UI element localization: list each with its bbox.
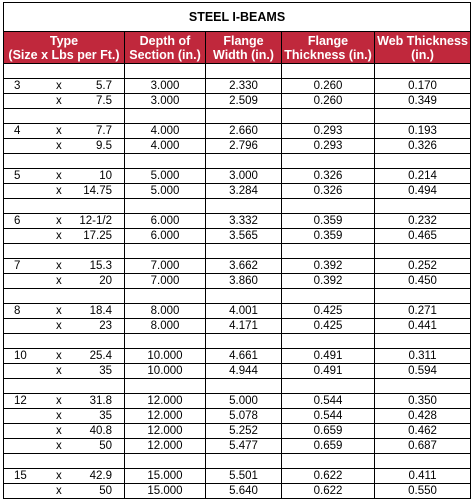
table-row xyxy=(4,304,471,319)
flange-width-cell: 4.944 xyxy=(206,364,282,379)
lbs-per-ft: 5.7 xyxy=(96,80,112,92)
times-symbol: x xyxy=(56,230,62,242)
type-cell xyxy=(4,349,125,364)
header-flange-thickness-line2: Thickness (in.) xyxy=(284,47,372,62)
lbs-per-ft: 7.7 xyxy=(96,125,112,137)
flange-thickness-cell: 0.425 xyxy=(282,319,375,334)
web-thickness-cell: 0.349 xyxy=(375,94,471,109)
web-thickness-cell: 0.170 xyxy=(375,79,471,94)
beam-size: 8 xyxy=(14,305,21,317)
web-thickness-cell: 0.193 xyxy=(375,124,471,139)
flange-width-cell: 4.661 xyxy=(206,349,282,364)
lbs-per-ft: 23 xyxy=(99,320,112,332)
spacer-cell xyxy=(282,454,375,469)
type-cell xyxy=(4,319,125,334)
flange-thickness-cell: 0.260 xyxy=(282,94,375,109)
beam-size: 10 xyxy=(14,350,27,362)
beam-size: 7 xyxy=(14,260,21,272)
type-cell xyxy=(4,169,125,184)
spacer-cell xyxy=(375,154,471,169)
web-thickness-cell: 0.428 xyxy=(375,409,471,424)
header-depth-line2: Section (in.) xyxy=(129,47,201,62)
times-symbol: x xyxy=(56,185,62,197)
table-row xyxy=(4,439,471,454)
flange-thickness-cell: 0.491 xyxy=(282,364,375,379)
type-cell xyxy=(4,364,125,379)
flange-width-cell: 3.332 xyxy=(206,214,282,229)
lbs-per-ft: 50 xyxy=(99,440,112,452)
type-cell xyxy=(4,259,125,274)
type-cell xyxy=(4,229,125,244)
web-thickness-cell: 0.687 xyxy=(375,439,471,454)
flange-thickness-cell: 0.326 xyxy=(282,184,375,199)
table-body xyxy=(4,3,471,499)
flange-thickness-cell: 0.425 xyxy=(282,304,375,319)
depth-cell: 5.000 xyxy=(125,169,206,184)
spacer-cell xyxy=(375,289,471,304)
flange-thickness-cell: 0.659 xyxy=(282,439,375,454)
spacer-cell xyxy=(282,244,375,259)
web-thickness-cell: 0.594 xyxy=(375,364,471,379)
header-web-thickness-line1: Web Thickness xyxy=(377,33,468,48)
header-flange-width-line1: Flange xyxy=(223,33,264,48)
type-cell xyxy=(4,469,125,484)
spacer-cell xyxy=(125,154,206,169)
header-flange-width xyxy=(206,32,282,64)
depth-cell: 3.000 xyxy=(125,79,206,94)
spacer-cell xyxy=(125,454,206,469)
flange-width-cell: 5.640 xyxy=(206,484,282,499)
depth-cell: 6.000 xyxy=(125,214,206,229)
flange-width-cell: 5.477 xyxy=(206,439,282,454)
table-row xyxy=(4,319,471,334)
header-flange-thickness xyxy=(282,32,375,64)
depth-cell: 4.000 xyxy=(125,139,206,154)
flange-thickness-cell: 0.392 xyxy=(282,259,375,274)
spacer-cell xyxy=(4,64,125,79)
spacer-cell xyxy=(4,154,125,169)
spacer-cell xyxy=(4,334,125,349)
spacer-row xyxy=(4,454,471,469)
type-cell xyxy=(4,274,125,289)
flange-width-cell: 3.662 xyxy=(206,259,282,274)
web-thickness-cell: 0.550 xyxy=(375,484,471,499)
depth-cell: 10.000 xyxy=(125,349,206,364)
table-row xyxy=(4,349,471,364)
flange-width-cell: 5.501 xyxy=(206,469,282,484)
times-symbol: x xyxy=(56,320,62,332)
header-web-thickness-line2: (in.) xyxy=(411,47,434,62)
lbs-per-ft: 15.3 xyxy=(89,260,112,272)
type-cell xyxy=(4,439,125,454)
title-row xyxy=(4,3,471,32)
spacer-cell xyxy=(206,64,282,79)
web-thickness-cell: 0.411 xyxy=(375,469,471,484)
spacer-cell xyxy=(206,289,282,304)
lbs-per-ft: 50 xyxy=(99,485,112,497)
table-row xyxy=(4,469,471,484)
beam-size: 5 xyxy=(14,170,21,182)
header-type-line2: (Size x Lbs per Ft.) xyxy=(8,47,120,62)
times-symbol: x xyxy=(56,350,62,362)
table-row xyxy=(4,424,471,439)
spacer-cell xyxy=(206,454,282,469)
spacer-cell xyxy=(375,64,471,79)
flange-thickness-cell: 0.544 xyxy=(282,409,375,424)
spacer-cell xyxy=(125,244,206,259)
spacer-cell xyxy=(4,454,125,469)
web-thickness-cell: 0.326 xyxy=(375,139,471,154)
beam-size: 12 xyxy=(14,395,27,407)
header-row xyxy=(4,32,471,64)
spacer-row xyxy=(4,109,471,124)
type-cell xyxy=(4,484,125,499)
flange-thickness-cell: 0.293 xyxy=(282,124,375,139)
spacer-cell xyxy=(206,199,282,214)
spacer-cell xyxy=(282,64,375,79)
spacer-row xyxy=(4,334,471,349)
flange-thickness-cell: 0.293 xyxy=(282,139,375,154)
flange-thickness-cell: 0.392 xyxy=(282,274,375,289)
flange-width-cell: 3.565 xyxy=(206,229,282,244)
lbs-per-ft: 31.8 xyxy=(89,395,112,407)
beam-size: 6 xyxy=(14,215,21,227)
times-symbol: x xyxy=(56,305,62,317)
depth-cell: 8.000 xyxy=(125,319,206,334)
lbs-per-ft: 9.5 xyxy=(96,140,112,152)
type-cell xyxy=(4,394,125,409)
times-symbol: x xyxy=(56,140,62,152)
flange-thickness-cell: 0.260 xyxy=(282,79,375,94)
beam-size: 4 xyxy=(14,125,21,137)
type-cell xyxy=(4,409,125,424)
lbs-per-ft: 35 xyxy=(99,410,112,422)
flange-thickness-cell: 0.326 xyxy=(282,169,375,184)
spacer-cell xyxy=(4,289,125,304)
lbs-per-ft: 20 xyxy=(99,275,112,287)
header-type-line1: Type xyxy=(49,33,79,48)
table-row xyxy=(4,274,471,289)
spacer-cell xyxy=(4,109,125,124)
flange-width-cell: 4.001 xyxy=(206,304,282,319)
spacer-cell xyxy=(282,154,375,169)
spacer-row xyxy=(4,64,471,79)
spacer-cell xyxy=(375,109,471,124)
web-thickness-cell: 0.271 xyxy=(375,304,471,319)
spacer-cell xyxy=(375,244,471,259)
times-symbol: x xyxy=(56,470,62,482)
table-row xyxy=(4,229,471,244)
spacer-row xyxy=(4,199,471,214)
type-cell xyxy=(4,184,125,199)
depth-cell: 12.000 xyxy=(125,439,206,454)
header-flange-width-line2: Width (in.) xyxy=(213,47,274,62)
flange-thickness-cell: 0.359 xyxy=(282,214,375,229)
spacer-cell xyxy=(125,64,206,79)
depth-cell: 12.000 xyxy=(125,409,206,424)
table-title: STEEL I-BEAMS xyxy=(4,3,471,32)
times-symbol: x xyxy=(56,410,62,422)
flange-width-cell: 2.796 xyxy=(206,139,282,154)
depth-cell: 12.000 xyxy=(125,394,206,409)
spacer-row xyxy=(4,289,471,304)
type-cell xyxy=(4,139,125,154)
depth-cell: 4.000 xyxy=(125,124,206,139)
times-symbol: x xyxy=(56,275,62,287)
flange-thickness-cell: 0.659 xyxy=(282,424,375,439)
type-cell xyxy=(4,94,125,109)
flange-width-cell: 5.252 xyxy=(206,424,282,439)
flange-width-cell: 3.284 xyxy=(206,184,282,199)
depth-cell: 7.000 xyxy=(125,259,206,274)
flange-width-cell: 5.000 xyxy=(206,394,282,409)
spacer-cell xyxy=(125,379,206,394)
web-thickness-cell: 0.462 xyxy=(375,424,471,439)
table-row xyxy=(4,409,471,424)
lbs-per-ft: 35 xyxy=(99,365,112,377)
flange-width-cell: 3.000 xyxy=(206,169,282,184)
spacer-cell xyxy=(282,199,375,214)
depth-cell: 3.000 xyxy=(125,94,206,109)
type-cell xyxy=(4,214,125,229)
web-thickness-cell: 0.441 xyxy=(375,319,471,334)
web-thickness-cell: 0.252 xyxy=(375,259,471,274)
web-thickness-cell: 0.311 xyxy=(375,349,471,364)
web-thickness-cell: 0.450 xyxy=(375,274,471,289)
times-symbol: x xyxy=(56,485,62,497)
flange-thickness-cell: 0.491 xyxy=(282,349,375,364)
times-symbol: x xyxy=(56,80,62,92)
depth-cell: 12.000 xyxy=(125,424,206,439)
times-symbol: x xyxy=(56,95,62,107)
spacer-cell xyxy=(206,109,282,124)
lbs-per-ft: 40.8 xyxy=(89,425,112,437)
spacer-cell xyxy=(206,334,282,349)
type-cell xyxy=(4,304,125,319)
spacer-cell xyxy=(282,334,375,349)
spacer-cell xyxy=(125,289,206,304)
times-symbol: x xyxy=(56,425,62,437)
spacer-cell xyxy=(375,334,471,349)
flange-thickness-cell: 0.622 xyxy=(282,469,375,484)
table-row xyxy=(4,394,471,409)
times-symbol: x xyxy=(56,170,62,182)
spacer-cell xyxy=(282,109,375,124)
times-symbol: x xyxy=(56,395,62,407)
spacer-cell xyxy=(4,199,125,214)
spacer-cell xyxy=(282,289,375,304)
table-row xyxy=(4,484,471,499)
beam-size: 3 xyxy=(14,80,21,92)
depth-cell: 6.000 xyxy=(125,229,206,244)
lbs-per-ft: 7.5 xyxy=(96,95,112,107)
table-row xyxy=(4,214,471,229)
depth-cell: 7.000 xyxy=(125,274,206,289)
table-row xyxy=(4,364,471,379)
spacer-cell xyxy=(375,379,471,394)
spacer-cell xyxy=(125,334,206,349)
spacer-cell xyxy=(375,199,471,214)
spacer-cell xyxy=(206,154,282,169)
lbs-per-ft: 42.9 xyxy=(89,470,112,482)
times-symbol: x xyxy=(56,215,62,227)
spacer-row xyxy=(4,244,471,259)
type-cell xyxy=(4,424,125,439)
flange-thickness-cell: 0.622 xyxy=(282,484,375,499)
flange-width-cell: 5.078 xyxy=(206,409,282,424)
times-symbol: x xyxy=(56,260,62,272)
web-thickness-cell: 0.494 xyxy=(375,184,471,199)
web-thickness-cell: 0.232 xyxy=(375,214,471,229)
table-row xyxy=(4,94,471,109)
flange-width-cell: 2.330 xyxy=(206,79,282,94)
lbs-per-ft: 25.4 xyxy=(89,350,112,362)
flange-width-cell: 2.509 xyxy=(206,94,282,109)
flange-width-cell: 3.860 xyxy=(206,274,282,289)
type-cell xyxy=(4,124,125,139)
beam-size: 15 xyxy=(14,470,27,482)
spacer-row xyxy=(4,154,471,169)
web-thickness-cell: 0.465 xyxy=(375,229,471,244)
table-row xyxy=(4,259,471,274)
lbs-per-ft: 18.4 xyxy=(89,305,112,317)
spacer-cell xyxy=(206,379,282,394)
header-web-thickness xyxy=(375,32,471,64)
steel-ibeams-table xyxy=(3,2,471,499)
times-symbol: x xyxy=(56,365,62,377)
depth-cell: 15.000 xyxy=(125,469,206,484)
table-row xyxy=(4,184,471,199)
spacer-cell xyxy=(375,454,471,469)
lbs-per-ft: 17.25 xyxy=(83,230,112,242)
table-row xyxy=(4,124,471,139)
table-row xyxy=(4,169,471,184)
type-cell xyxy=(4,79,125,94)
flange-thickness-cell: 0.359 xyxy=(282,229,375,244)
spacer-cell xyxy=(125,109,206,124)
lbs-per-ft: 12-1/2 xyxy=(79,215,112,227)
web-thickness-cell: 0.350 xyxy=(375,394,471,409)
depth-cell: 15.000 xyxy=(125,484,206,499)
header-flange-thickness-line1: Flange xyxy=(307,33,349,48)
times-symbol: x xyxy=(56,440,62,452)
spacer-cell xyxy=(125,199,206,214)
flange-thickness-cell: 0.544 xyxy=(282,394,375,409)
lbs-per-ft: 10 xyxy=(99,170,112,182)
depth-cell: 5.000 xyxy=(125,184,206,199)
spacer-cell xyxy=(206,244,282,259)
lbs-per-ft: 14.75 xyxy=(83,185,112,197)
table-row xyxy=(4,139,471,154)
table-row xyxy=(4,79,471,94)
depth-cell: 10.000 xyxy=(125,364,206,379)
header-depth xyxy=(125,32,206,64)
flange-width-cell: 2.660 xyxy=(206,124,282,139)
header-type xyxy=(4,32,125,64)
web-thickness-cell: 0.214 xyxy=(375,169,471,184)
flange-width-cell: 4.171 xyxy=(206,319,282,334)
header-depth-line1: Depth of xyxy=(139,33,191,48)
times-symbol: x xyxy=(56,125,62,137)
spacer-cell xyxy=(4,379,125,394)
depth-cell: 8.000 xyxy=(125,304,206,319)
spacer-row xyxy=(4,379,471,394)
spacer-cell xyxy=(282,379,375,394)
spacer-cell xyxy=(4,244,125,259)
